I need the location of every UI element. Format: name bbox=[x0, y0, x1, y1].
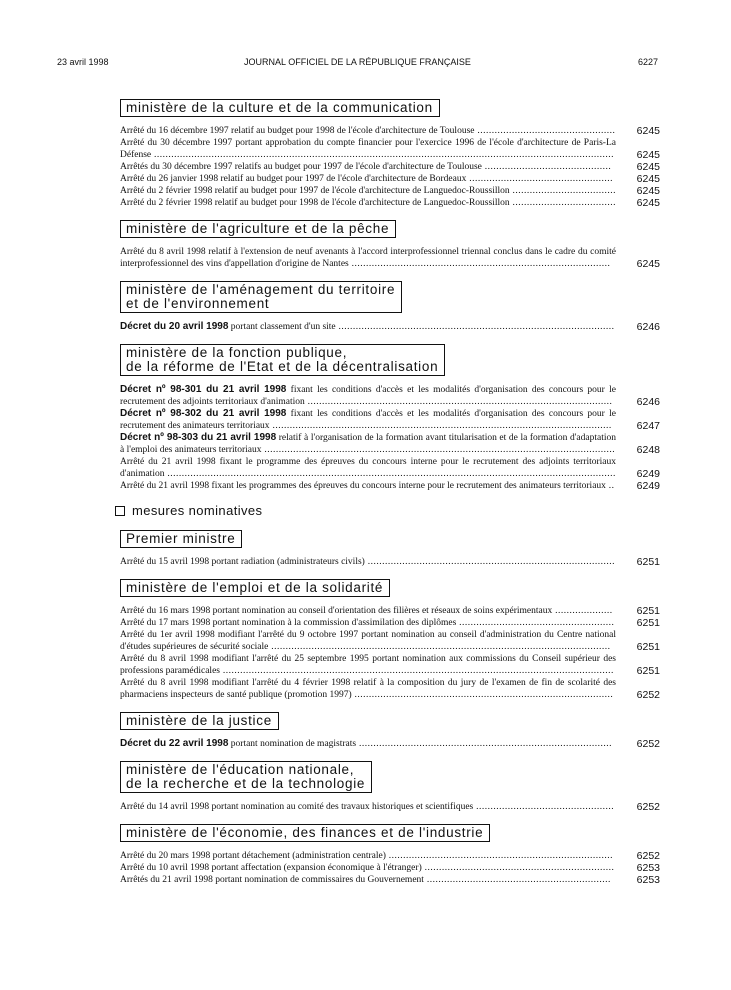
ministry-section bbox=[120, 99, 660, 209]
toc-page-number: 6251 bbox=[636, 617, 660, 629]
dot-leader: ................................................ bbox=[474, 126, 616, 136]
table-of-contents bbox=[120, 99, 660, 897]
dot-leader: .......................................................................................... bbox=[348, 259, 611, 269]
toc-entry bbox=[120, 384, 660, 408]
toc-page-number: 6253 bbox=[636, 862, 660, 874]
ministry-title-box: ministère de l'économie, des finances et de l'industrie bbox=[120, 824, 490, 842]
dot-leader: ................................................................................................ bbox=[335, 322, 615, 332]
toc-page-number: 6246 bbox=[636, 321, 660, 333]
toc-page-number: 6247 bbox=[636, 420, 660, 432]
ministry-section bbox=[120, 530, 660, 568]
toc-entry-description: Arrêté du 1er avril 1998 modifiant l'arrêté du 9 octobre 1997 portant nomination au conseil d'administration du Centre national d'études supérieures de sécurité sociale bbox=[120, 630, 616, 652]
toc-entry-description: Arrêté du 2 février 1998 relatif au budget pour 1997 de l'école d'architecture de Languedoc-Roussillon bbox=[120, 186, 510, 196]
toc-entry-text bbox=[120, 605, 634, 617]
toc-entry bbox=[120, 173, 660, 185]
decree-reference: Décret nº 98-302 du 21 avril 1998 bbox=[120, 408, 287, 419]
toc-page-number: 6251 bbox=[636, 641, 660, 653]
nominatives-heading bbox=[115, 503, 660, 518]
ministry-title-box: ministère de la fonction publique, de la réforme de l'Etat et de la décentralisation bbox=[120, 344, 445, 376]
toc-page-number: 6245 bbox=[636, 125, 660, 137]
dot-leader: ...................................................... bbox=[456, 618, 615, 628]
toc-entry-text bbox=[120, 246, 634, 270]
toc-entry bbox=[120, 850, 660, 862]
dot-leader: .................................................................. bbox=[421, 863, 615, 873]
toc-entry-description: portant classement d'un site bbox=[228, 322, 336, 332]
toc-page-number: 6245 bbox=[636, 197, 660, 209]
ministry-section bbox=[120, 281, 660, 333]
toc-entry-description: fixant les conditions d'accès et les modalités d'organisation des concours pour le recrutement des animateurs territoriaux bbox=[120, 409, 616, 431]
dot-leader: ...................................................................................................................... bbox=[269, 421, 612, 431]
toc-page-number: 6245 bbox=[636, 185, 660, 197]
dot-leader: .................................... bbox=[509, 186, 616, 196]
toc-entry bbox=[120, 125, 660, 137]
dot-leader: .................................... bbox=[509, 198, 616, 208]
toc-entry-description: Arrêté du 14 avril 1998 portant nomination au comité des travaux historiques et scientifiques bbox=[120, 802, 474, 812]
toc-entry-text bbox=[120, 677, 634, 701]
dot-leader: ................................................................................................................................................................ bbox=[151, 150, 614, 160]
toc-entry-description: portant nomination de magistrats bbox=[228, 739, 357, 749]
toc-entry-text bbox=[120, 874, 634, 886]
toc-page-number: 6245 bbox=[636, 258, 660, 270]
ministry-title-box: ministère de l'éducation nationale, de la recherche et de la technologie bbox=[120, 761, 372, 793]
ministry-title-box: Premier ministre bbox=[120, 530, 242, 548]
toc-page-number: 6252 bbox=[636, 689, 660, 701]
toc-entry-description: Arrêté du 30 décembre 1997 portant approbation du compte financier pour l'exercice 1996 de l'école d'architecture de Paris-La Défense bbox=[120, 138, 616, 160]
toc-entry-description: Arrêté du 20 mars 1998 portant détachement (administration centrale) bbox=[120, 851, 386, 861]
toc-entry-text bbox=[120, 629, 634, 653]
toc-entry-description: Arrêté du 21 avril 1998 fixant les programmes des épreuves du concours interne pour le recrutement des animateurs territoriaux bbox=[120, 481, 606, 491]
decree-reference: Décret nº 98-301 du 21 avril 1998 bbox=[120, 384, 287, 395]
toc-entry-text bbox=[120, 617, 634, 629]
toc-entry-text bbox=[120, 738, 634, 750]
ministry-title-box: ministère de la culture et de la communication bbox=[120, 99, 440, 117]
dot-leader: ............................................................................................................................................................ bbox=[164, 469, 616, 479]
checkbox-square-icon bbox=[115, 506, 125, 516]
ministry-section bbox=[120, 220, 660, 270]
toc-page-number: 6248 bbox=[636, 444, 660, 456]
toc-page-number: 6249 bbox=[636, 468, 660, 480]
toc-entry bbox=[120, 653, 660, 677]
dot-leader: .............................................................................. bbox=[385, 851, 614, 861]
toc-entry bbox=[120, 197, 660, 209]
dot-leader: ...................................................................................................................... bbox=[268, 642, 611, 652]
toc-entry-description: Arrêtés du 30 décembre 1997 relatifs au budget pour 1997 de l'école d'architecture de Toulouse bbox=[120, 162, 482, 172]
toc-entry bbox=[120, 677, 660, 701]
header-page-number: 6227 bbox=[637, 57, 658, 67]
toc-entry bbox=[120, 456, 660, 480]
decree-reference: Décret nº 98-303 du 21 avril 1998 bbox=[120, 432, 277, 443]
toc-entry bbox=[120, 185, 660, 197]
ministry-section bbox=[120, 761, 660, 813]
toc-entry bbox=[120, 161, 660, 173]
toc-page-number: 6252 bbox=[636, 801, 660, 813]
header-journal-title: JOURNAL OFFICIEL DE LA RÉPUBLIQUE FRANÇAISE bbox=[244, 57, 471, 67]
toc-entry-description: Arrêté du 16 décembre 1997 relatif au budget pour 1998 de l'école d'architecture de Toulouse bbox=[120, 126, 475, 136]
toc-entry-text bbox=[120, 173, 634, 185]
dot-leader: ........................................................................................................................................ bbox=[219, 666, 614, 676]
toc-entry-description: relatif à l'organisation de la formation avant titularisation et de la formation d'adaptation à l'emploi des animateurs territoriaux bbox=[120, 433, 616, 455]
toc-entry-description: Arrêté du 26 janvier 1998 relatif au budget pour 1997 de l'école d'architecture de Bordeaux bbox=[120, 174, 467, 184]
toc-entry-description: Arrêté du 2 février 1998 relatif au budget pour 1998 de l'école d'architecture de Languedoc-Roussillon bbox=[120, 198, 510, 208]
ministry-title-box: ministère de l'emploi et de la solidarité bbox=[120, 579, 390, 597]
toc-entry-description: Arrêté du 10 avril 1998 portant affectation (expansion économique à l'étranger) bbox=[120, 863, 422, 873]
toc-page-number: 6252 bbox=[636, 850, 660, 862]
ministry-section bbox=[120, 344, 660, 492]
toc-entry-text bbox=[120, 137, 634, 161]
toc-page-number: 6251 bbox=[636, 556, 660, 568]
toc-entry-text bbox=[120, 185, 634, 197]
toc-page-number: 6246 bbox=[636, 396, 660, 408]
toc-entry bbox=[120, 137, 660, 161]
toc-entry-text bbox=[120, 850, 634, 862]
toc-entry bbox=[120, 605, 660, 617]
section-group-decisions bbox=[120, 99, 660, 492]
toc-entry-text bbox=[120, 408, 634, 432]
ministry-title-box: ministère de l'agriculture et de la pêche bbox=[120, 220, 396, 238]
decree-reference: Décret du 20 avril 1998 bbox=[120, 321, 229, 332]
toc-entry-text bbox=[120, 556, 634, 568]
toc-entry bbox=[120, 321, 660, 333]
dot-leader: .......................................................................................................... bbox=[304, 397, 613, 407]
toc-entry-description: Arrêté du 16 mars 1998 portant nomination au conseil d'orientation des filières et réseaux de soins expérimentaux bbox=[120, 606, 553, 616]
toc-entry bbox=[120, 738, 660, 750]
toc-entry-text bbox=[120, 653, 634, 677]
toc-entry-description: Arrêtés du 21 avril 1998 portant nomination de commissaires du Gouvernement bbox=[120, 875, 424, 885]
toc-entry bbox=[120, 801, 660, 813]
toc-entry-text bbox=[120, 801, 634, 813]
dot-leader: ............................................ bbox=[481, 162, 612, 172]
dot-leader: ...................................................................................... bbox=[364, 557, 615, 567]
toc-page-number: 6249 bbox=[636, 480, 660, 492]
dot-leader: .................................................. bbox=[466, 174, 613, 184]
toc-page-number: 6245 bbox=[636, 173, 660, 185]
ministry-section bbox=[120, 824, 660, 886]
toc-entry-description: Arrêté du 8 avril 1998 modifiant l'arrêté du 25 septembre 1995 portant nomination aux commissions du Conseil supérieur des professions paramédicales bbox=[120, 654, 616, 676]
toc-entry bbox=[120, 480, 660, 492]
toc-entry bbox=[120, 617, 660, 629]
dot-leader: .......................................................................................................................... bbox=[261, 445, 616, 455]
toc-entry-description: Arrêté du 17 mars 1998 portant nomination à la commission d'assimilation des diplômes bbox=[120, 618, 457, 628]
toc-entry bbox=[120, 874, 660, 886]
toc-entry-text bbox=[120, 161, 634, 173]
decree-reference: Décret du 22 avril 1998 bbox=[120, 738, 229, 749]
toc-page-number: 6251 bbox=[636, 605, 660, 617]
dot-leader: ................................................................ bbox=[423, 875, 611, 885]
toc-entry bbox=[120, 408, 660, 432]
dot-leader: .. bbox=[605, 481, 615, 491]
toc-entry bbox=[120, 246, 660, 270]
page-header bbox=[57, 57, 658, 71]
toc-page-number: 6252 bbox=[636, 738, 660, 750]
ministry-section bbox=[120, 579, 660, 701]
toc-entry-description: Arrêté du 8 avril 1998 modifiant l'arrêté du 4 février 1998 relatif à la composition du jury de l'examen de fin de scolarité des pharmaciens inspecteurs de santé publique (promotion 1997) bbox=[120, 678, 616, 700]
toc-page-number: 6253 bbox=[636, 874, 660, 886]
toc-entry-description: Arrêté du 15 avril 1998 portant radiation (administrateurs civils) bbox=[120, 557, 365, 567]
dot-leader: ................................................ bbox=[473, 802, 615, 812]
toc-entry-text bbox=[120, 862, 634, 874]
toc-page-number: 6245 bbox=[636, 161, 660, 173]
toc-entry-text bbox=[120, 384, 634, 408]
dot-leader: ........................................................................................ bbox=[356, 739, 612, 749]
toc-entry-text bbox=[120, 197, 634, 209]
toc-entry-text bbox=[120, 432, 634, 456]
dot-leader: .................... bbox=[552, 606, 613, 616]
toc-entry bbox=[120, 862, 660, 874]
toc-entry bbox=[120, 556, 660, 568]
toc-entry-description: Arrêté du 8 avril 1998 relatif à l'extension de neuf avenants à l'accord interprofessionnel triennal conclus dans le cadre du comité interprofessionnel des vins d'appellation d'origine de Nantes bbox=[120, 247, 616, 269]
nominatives-heading-label: mesures nominatives bbox=[132, 503, 263, 518]
ministry-title-box: ministère de la justice bbox=[120, 712, 279, 730]
toc-entry bbox=[120, 629, 660, 653]
toc-entry-text bbox=[120, 125, 634, 137]
toc-entry-description: fixant les conditions d'accès et les modalités d'organisation des concours pour le recrutement des adjoints territoriaux d'animation bbox=[120, 385, 616, 407]
section-group-nominations bbox=[120, 530, 660, 886]
toc-page-number: 6251 bbox=[636, 665, 660, 677]
dot-leader: .......................................................................................... bbox=[351, 690, 614, 700]
header-date: 23 avril 1998 bbox=[57, 57, 109, 67]
ministry-section bbox=[120, 712, 660, 750]
ministry-title-box: ministère de l'aménagement du territoire et de l'environnement bbox=[120, 281, 402, 313]
toc-entry-description: Arrêté du 21 avril 1998 fixant le programme des épreuves du concours interne pour le recrutement des adjoints territoriaux d'animation bbox=[120, 457, 616, 479]
toc-entry-text bbox=[120, 321, 634, 333]
toc-entry-text bbox=[120, 480, 634, 492]
toc-entry-text bbox=[120, 456, 634, 480]
toc-page-number: 6245 bbox=[636, 149, 660, 161]
toc-entry bbox=[120, 432, 660, 456]
